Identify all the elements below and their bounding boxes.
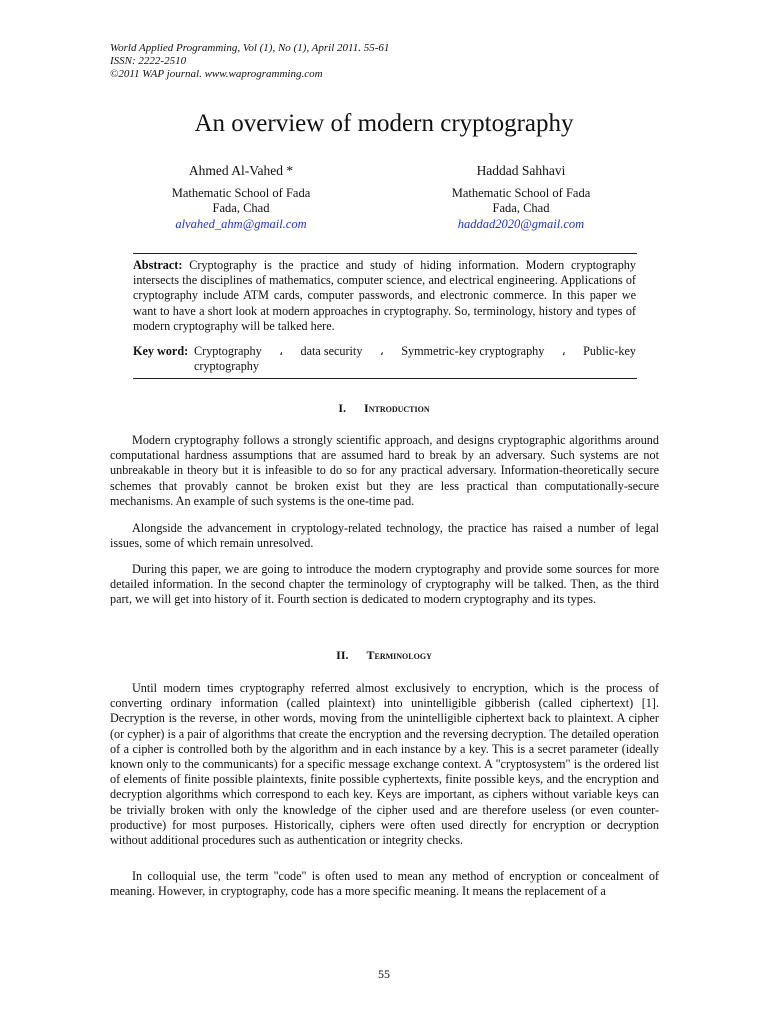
abstract-text: Cryptography is the practice and study of hiding information. Modern cryptography intersects the disciplines of mathematics, computer science, and electrical engineering. Applications of cryptography include ATM cards, computer passwords, and electronic commerce. In this paper we want to have a short look at modern approaches in cryptography. So, terminology, history and types of modern cryptography will be talked here. <box>133 258 636 333</box>
author-location: Fada, Chad <box>212 201 270 215</box>
body-paragraph: In colloquial use, the term "code" is often used to mean any method of encryption or concealment of meaning. However, in cryptography, code has a more specific meaning. It means the replacement of a <box>110 869 659 899</box>
page-number: 55 <box>378 967 390 981</box>
keyword-item: Public-key <box>583 344 636 358</box>
copyright: ©2011 WAP journal. www.waprogramming.com <box>110 68 323 80</box>
author-block-1 <box>116 163 366 232</box>
body-paragraph: Alongside the advancement in cryptology-related technology, the practice has raised a number of legal issues, some of which remain unresolved. <box>110 521 659 551</box>
keywords-list <box>194 344 636 374</box>
section-title: Introduction <box>364 401 430 415</box>
author-affiliation: Mathematic School of Fada <box>451 185 591 200</box>
paper-title: An overview of modern cryptography <box>194 110 574 137</box>
keyword-continuation: cryptography <box>194 359 259 374</box>
journal-citation: World Applied Programming, Vol (1), No (1), April 2011. 55-61 <box>110 42 390 54</box>
author-block-2 <box>396 163 646 232</box>
keyword-separator: ، <box>561 344 566 358</box>
abstract <box>133 258 636 334</box>
keyword-item: Symmetric-key cryptography <box>401 344 545 358</box>
body-paragraph: Modern cryptography follows a strongly scientific approach, and designs cryptographic algorithms around computational hardness assumptions that are assumed hard to break by an adversary. Such systems are not unbreakable in theory but it is infeasible to do so for any practical adversary. Information-theoretically secure schemes that provably cannot be broken exist but they are less practical than computationally-secure mechanisms. An example of such systems is the one-time pad. <box>110 433 659 508</box>
author-location: Fada, Chad <box>492 201 550 215</box>
section-number: I. <box>338 401 347 415</box>
journal-header <box>110 42 389 81</box>
author-name: Ahmed Al-Vahed * <box>188 163 294 178</box>
section-heading-introduction <box>0 401 768 415</box>
body-paragraph: During this paper, we are going to introduce the modern cryptography and provide some sources for more detailed information. In the second chapter the terminology of cryptography will be talked. Then, as the third part, we will get into history of it. Fourth section is dedicated to modern cryptography and its types. <box>110 562 659 607</box>
abstract-top-rule <box>133 253 637 254</box>
keywords-label: Key word: <box>133 344 189 358</box>
keyword-separator: ، <box>379 344 384 358</box>
section-number: II. <box>336 648 349 662</box>
body-paragraph: Until modern times cryptography referred almost exclusively to encryption, which is the process of converting ordinary information (called plaintext) into unintelligible gibberish (called ciphertext) [1]. Decryption is the reverse, in other words, moving from the unintelligible ciphertext back to plaintext. A cipher (or cypher) is a pair of algorithms that create the encryption and the reversing decryption. The detailed operation of a cipher is controlled both by the algorithm and in each instance by a key. This is a secret parameter (ideally known only to the communicants) for a specific message exchange context. A "cryptosystem" is the ordered list of elements of finite possible plaintexts, finite possible cyphertexts, finite possible keys, and the encryption and decryption algorithms which correspond to each key. Keys are important, as ciphers without variable keys can be trivially broken with only the knowledge of the cipher used and are therefore useless (or even counter-productive) for most purposes. Historically, ciphers were often used directly for encryption or decryption without additional procedures such as authentication or integrity checks. <box>110 681 659 848</box>
issn: ISSN: 2222-2510 <box>110 55 187 67</box>
abstract-bottom-rule <box>133 378 637 379</box>
section-title: Terminology <box>366 648 432 662</box>
author-email[interactable]: alvahed_ahm@gmail.com <box>175 216 307 231</box>
section-heading-terminology <box>0 648 768 662</box>
keyword-item: Cryptography <box>194 344 262 358</box>
keyword-separator: ، <box>279 344 284 358</box>
author-name: Haddad Sahhavi <box>476 163 566 178</box>
author-email[interactable]: haddad2020@gmail.com <box>457 216 585 231</box>
abstract-label: Abstract: <box>133 258 183 272</box>
keyword-item: data security <box>300 344 363 358</box>
author-affiliation: Mathematic School of Fada <box>171 185 311 200</box>
